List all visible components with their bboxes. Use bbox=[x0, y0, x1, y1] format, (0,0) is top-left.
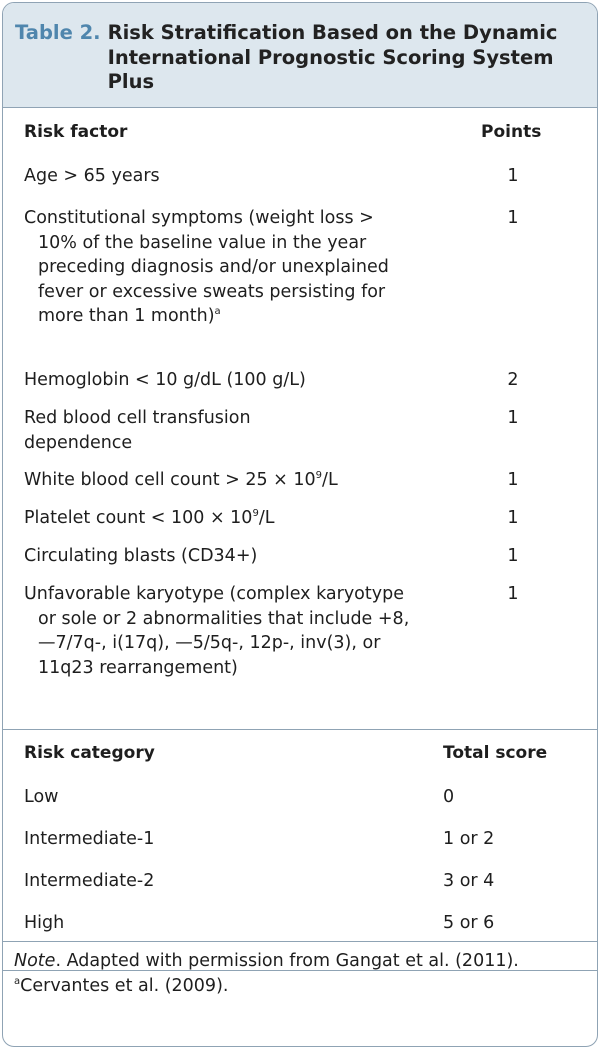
points-cell: 1 bbox=[507, 408, 519, 428]
table-row bbox=[3, 164, 597, 190]
table-row bbox=[3, 785, 597, 811]
risk-factor-cell bbox=[24, 468, 404, 493]
total-score-column-header: Total score bbox=[443, 743, 548, 763]
risk-category-column-header: Risk category bbox=[24, 743, 155, 763]
risk-factor-text: Constitutional symptoms (weight loss > 10% of the baseline value in the year preceding diagnosis and/or unexplained fever or excessive sweats persisting for more than 1 month) bbox=[24, 208, 389, 326]
risk-category-cell: Intermediate-2 bbox=[24, 871, 155, 891]
risk-factor-cell: Circulating blasts (CD34+) bbox=[24, 546, 258, 566]
table-row bbox=[3, 406, 597, 456]
risk-factor-text: Platelet count < 100 × 10 bbox=[24, 508, 253, 528]
points-cell: 1 bbox=[507, 546, 519, 566]
points-cell: 1 bbox=[507, 508, 519, 528]
points-column-header: Points bbox=[481, 122, 542, 142]
risk-category-header-row bbox=[3, 743, 597, 769]
footnote-line bbox=[14, 974, 584, 999]
points-cell: 1 bbox=[507, 166, 519, 186]
footnote-marker: a bbox=[214, 306, 221, 317]
note-line bbox=[14, 949, 584, 974]
points-cell: 1 bbox=[507, 470, 519, 490]
table-row bbox=[3, 582, 597, 712]
risk-factor-cell: Age > 65 years bbox=[24, 166, 160, 186]
risk-factor-cell: Red blood cell transfusion dependence bbox=[24, 408, 251, 453]
table-row bbox=[3, 827, 597, 853]
risk-factor-cell: Hemoglobin < 10 g/dL (100 g/L) bbox=[24, 370, 306, 390]
risk-category-cell: Intermediate-1 bbox=[24, 829, 155, 849]
note-text: . Adapted with permission from Gangat et al. (2011). bbox=[55, 951, 519, 971]
risk-factor-header-row bbox=[3, 122, 597, 148]
points-cell: 2 bbox=[507, 370, 519, 390]
footnote-marker: a bbox=[14, 976, 21, 987]
points-cell: 1 bbox=[507, 208, 519, 228]
table-card bbox=[2, 2, 598, 1047]
risk-factor-cell bbox=[24, 506, 404, 531]
risk-factor-cell bbox=[24, 206, 398, 329]
risk-factor-cell: Unfavorable karyotype (complex karyotype or sole or 2 abnormalities that include +8, —7/7q-, i(17q), —5/5q-, 12p-, inv(3), or 11q23 rearrangement) bbox=[24, 584, 410, 678]
points-cell: 1 bbox=[507, 584, 519, 604]
table-title-text: Risk Stratification Based on the Dynamic International Prognostic Scoring System Plus bbox=[107, 21, 558, 93]
risk-category-cell: Low bbox=[24, 787, 59, 807]
table-title bbox=[15, 21, 585, 95]
risk-factor-unit: /L bbox=[258, 508, 275, 528]
table-header bbox=[3, 3, 597, 108]
total-score-cell: 3 or 4 bbox=[443, 871, 495, 891]
table-row bbox=[3, 206, 597, 356]
exponent: 9 bbox=[252, 508, 259, 519]
risk-factor-text: White blood cell count > 25 × 10 bbox=[24, 470, 316, 490]
table-row bbox=[3, 911, 597, 937]
total-score-cell: 5 or 6 bbox=[443, 913, 495, 933]
table-label: Table 2. bbox=[15, 21, 101, 44]
table-row bbox=[3, 544, 597, 570]
total-score-cell: 0 bbox=[443, 787, 455, 807]
risk-category-cell: High bbox=[24, 913, 65, 933]
risk-factor-unit: /L bbox=[322, 470, 338, 490]
exponent: 9 bbox=[315, 470, 323, 481]
note-label: Note bbox=[14, 951, 56, 971]
risk-factor-column-header: Risk factor bbox=[24, 122, 128, 142]
table-note bbox=[14, 949, 584, 999]
section-divider bbox=[3, 729, 597, 730]
table-row bbox=[3, 506, 597, 532]
table-row bbox=[3, 869, 597, 895]
footnote-text: Cervantes et al. (2009). bbox=[20, 976, 229, 996]
table-row bbox=[3, 368, 597, 394]
section-divider bbox=[3, 941, 597, 942]
table-row bbox=[3, 468, 597, 494]
total-score-cell: 1 or 2 bbox=[443, 829, 495, 849]
